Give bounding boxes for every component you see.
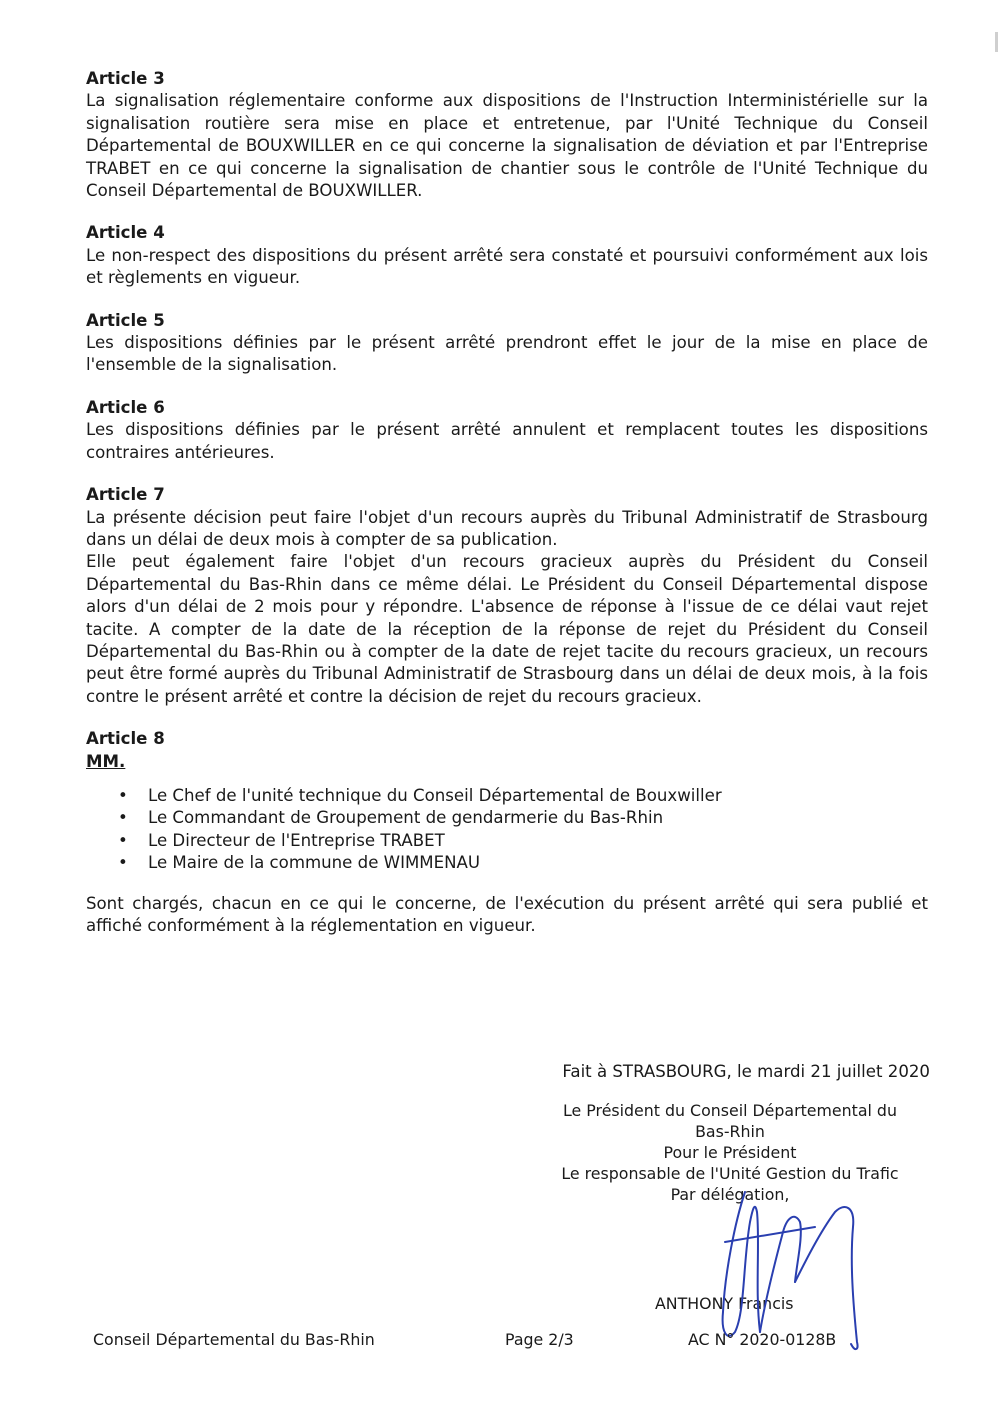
document-body	[86, 68, 928, 937]
article-text: La présente décision peut faire l'objet d'un recours auprès du Tribunal Administratif de Strasbourg dans un délai de deux mois à compter de sa publication.	[86, 507, 928, 549]
document-reference: AC N° 2020-0128B	[688, 1330, 837, 1349]
article-title: Article 4	[86, 223, 165, 243]
article-7	[86, 484, 928, 708]
list-item: • Le Commandant de Groupement de gendarmerie du Bas-Rhin	[146, 807, 928, 829]
place-and-date: Fait à STRASBOURG, le mardi 21 juillet 2020	[562, 1062, 930, 1081]
handwritten-signature	[705, 1182, 880, 1352]
signatory-line: Bas-Rhin	[695, 1122, 765, 1141]
article-title: Article 5	[86, 310, 165, 330]
list-item: • Le Directeur de l'Entreprise TRABET	[146, 830, 928, 852]
article-title: Article 6	[86, 397, 165, 417]
article-title: Article 3	[86, 69, 165, 88]
signer-name: ANTHONY Francis	[655, 1294, 794, 1313]
page-number: Page 2/3	[505, 1330, 574, 1349]
article-5	[86, 310, 928, 377]
footer-organization: Conseil Départemental du Bas-Rhin	[93, 1330, 375, 1349]
addressee-label: MM.	[86, 751, 126, 771]
article-text: Le non-respect des dispositions du présent arrêté sera constaté et poursuivi conformément aux lois et règlements en vigueur.	[86, 245, 928, 288]
signatory-line: Pour le Président	[663, 1143, 797, 1162]
article-title: Article 7	[86, 485, 165, 505]
closing-paragraph: Sont chargés, chacun en ce qui le concerne, de l'exécution du présent arrêté qui sera publié et affiché conformément à la réglementation en vigueur.	[86, 893, 928, 935]
article-text: Les dispositions définies par le présent arrêté annulent et remplacent toutes les dispositions contraires antérieures.	[86, 420, 928, 462]
article-title: Article 8	[86, 729, 165, 749]
signatory-line: Le Président du Conseil Départemental du	[563, 1101, 897, 1120]
article-3	[86, 68, 928, 202]
responsible-list	[86, 785, 928, 875]
article-4	[86, 222, 928, 289]
list-item: • Le Chef de l'unité technique du Conseil Départemental de Bouxwiller	[146, 785, 928, 807]
signatory-line: Par délégation,	[670, 1185, 790, 1204]
article-text: La signalisation réglementaire conforme aux dispositions de l'Instruction Interministérielle sur la signalisation routière sera mise en place et entretenue, par l'Unité Technique du Conseil Départemental de BOUXWILLER en ce qui concerne la signalisation de déviation et par l'Entreprise TRABET en ce qui concerne la signalisation de chantier sous le contrôle de l'Unité Technique du Conseil Départemental de BOUXWILLER.	[86, 91, 928, 201]
scan-mark	[995, 32, 998, 52]
article-6	[86, 397, 928, 464]
article-text: Les dispositions définies par le présent arrêté prendront effet le jour de la mise en place de l'ensemble de la signalisation.	[86, 333, 928, 375]
signatory-line: Le responsable de l'Unité Gestion du Trafic	[561, 1164, 899, 1183]
article-8	[86, 728, 928, 937]
list-item: • Le Maire de la commune de WIMMENAU	[146, 852, 928, 874]
article-text-continued: Elle peut également faire l'objet d'un recours gracieux auprès du Président du Conseil Départemental du Bas-Rhin dans ce même délai. Le Président du Conseil Départemental dispose alors d'un délai de 2 mois pour y répondre. L'absence de réponse à l'issue de ce délai vaut rejet tacite. A compter de la date de la réception de la réponse de rejet du Président du Conseil Départemental du Bas-Rhin ou à compter de la date de rejet tacite du recours gracieux, un recours peut être formé auprès du Tribunal Administratif de Strasbourg dans un délai de deux mois, à la fois contre le présent arrêté et contre la décision de rejet du recours gracieux.	[86, 552, 928, 706]
